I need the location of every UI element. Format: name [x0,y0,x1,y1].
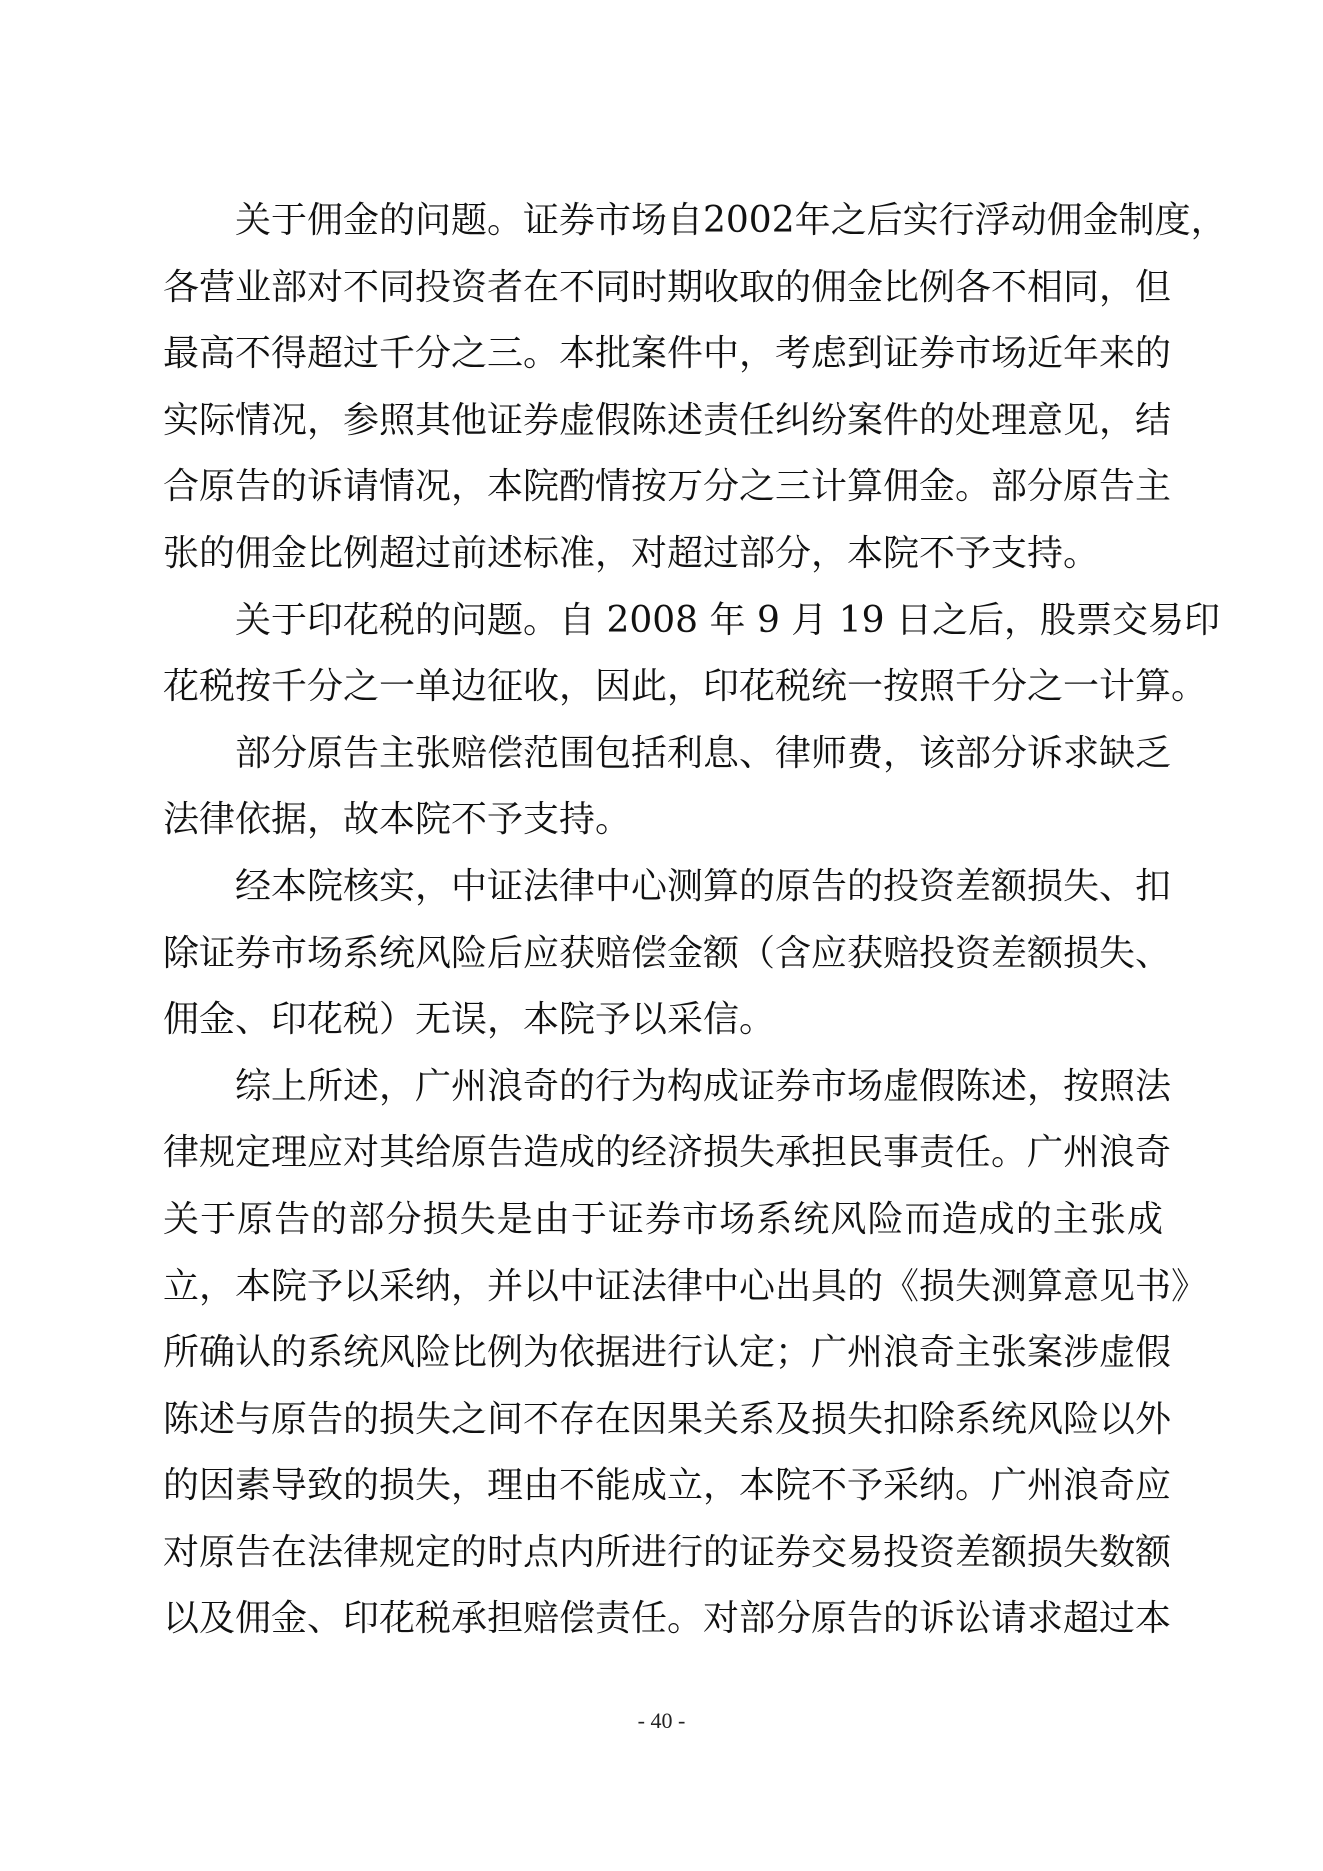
paragraph-stamp-tax-line-2: 花税按千分之一单边征收，因此，印花税统一按照千分之一计算。 [163,666,1208,708]
paragraph-conclusion-line-7: 的因素导致的损失，理由不能成立，本院不予采纳。广州浪奇应 [163,1465,1172,1507]
paragraph-commission-line-6: 张的佣金比例超过前述标准，对超过部分，本院不予支持。 [163,532,1100,574]
paragraph-conclusion-line-8: 对原告在法律规定的时点内所进行的证券交易投资差额损失数额 [163,1531,1172,1573]
body-text [163,188,1227,1653]
paragraph-verification-line-2: 除证券市场系统风险后应获赔偿金额（含应获赔投资差额损失、 [163,932,1172,974]
paragraph-conclusion-line-1: 综上所述，广州浪奇的行为构成证券市场虚假陈述，按照法 [235,1065,1172,1107]
paragraph-commission-line-4: 实际情况，参照其他证券虚假陈述责任纠纷案件的处理意见，结 [163,399,1172,441]
page-number: - 40 - [637,1708,686,1733]
paragraph-commission-line-5: 合原告的诉请情况，本院酌情按万分之三计算佣金。部分原告主 [163,466,1172,508]
paragraph-conclusion-line-5: 所确认的系统风险比例为依据进行认定；广州浪奇主张案涉虚假 [163,1332,1172,1374]
paragraph-conclusion-line-3: 关于原告的部分损失是由于证券市场系统风险而造成的主张成 [163,1198,1163,1240]
paragraph-commission-line-3: 最高不得超过千分之三。本批案件中，考虑到证券市场近年来的 [163,333,1172,375]
paragraph-stamp-tax-line-1: 关于印花税的问题。自 2008 年 9 月 19 日之后，股票交易印 [235,599,1220,641]
paragraph-verification-line-3: 佣金、印花税）无误，本院予以采信。 [163,999,776,1041]
paragraph-conclusion-line-6: 陈述与原告的损失之间不存在因果关系及损失扣除系统风险以外 [163,1398,1172,1440]
paragraph-conclusion-line-2: 律规定理应对其给原告造成的经济损失承担民事责任。广州浪奇 [163,1132,1172,1174]
paragraph-verification-line-1: 经本院核实，中证法律中心测算的原告的投资差额损失、扣 [235,865,1172,907]
paragraph-interest-line-2: 法律依据，故本院不予支持。 [163,799,632,841]
paragraph-conclusion-line-9: 以及佣金、印花税承担赔偿责任。对部分原告的诉讼请求超过本 [163,1598,1172,1640]
paragraph-conclusion-line-4: 立，本院予以采纳，并以中证法律中心出具的《损失测算意见书》 [163,1265,1208,1307]
paragraph-commission-line-1: 关于佣金的问题。证券市场自2002年之后实行浮动佣金制度， [235,200,1227,241]
paragraph-interest-line-1: 部分原告主张赔偿范围包括利息、律师费，该部分诉求缺乏 [235,732,1172,774]
paragraph-commission-line-2: 各营业部对不同投资者在不同时期收取的佣金比例各不相同，但 [163,266,1172,308]
